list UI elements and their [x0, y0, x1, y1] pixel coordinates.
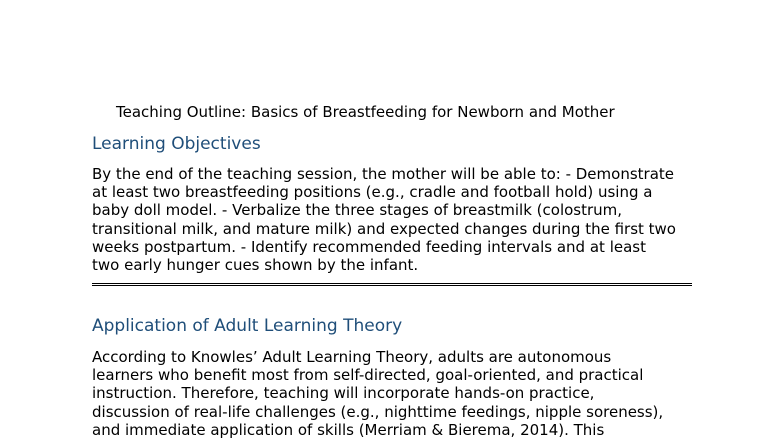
document-title: Teaching Outline: Basics of Breastfeeding for Newborn and Mother — [116, 103, 615, 121]
paragraph-line: two early hunger cues shown by the infant. — [92, 256, 419, 275]
section-divider — [92, 283, 692, 286]
section-heading-learning-objectives: Learning Objectives — [92, 134, 261, 154]
paragraph-line: instruction. Therefore, teaching will incorporate hands-on practice, — [92, 384, 595, 403]
paragraph-line: discussion of real-life challenges (e.g., nighttime feedings, nipple soreness), — [92, 402, 664, 421]
paragraph-line: at least two breastfeeding positions (e.g., cradle and football hold) using a — [92, 183, 653, 202]
learning-objectives-paragraph — [92, 165, 696, 274]
section-heading-adult-learning-theory: Application of Adult Learning Theory — [92, 316, 403, 336]
paragraph-line: transitional milk, and mature milk) and expected changes during the first two — [92, 219, 676, 238]
paragraph-line: weeks postpartum. - Identify recommended feeding intervals and at least — [92, 237, 646, 256]
paragraph-line: learners who benefit most from self-directed, goal-oriented, and practical — [92, 366, 644, 385]
paragraph-line: and immediate application of skills (Merriam & Bierema, 2014). This — [92, 420, 605, 439]
paragraph-line: By the end of the teaching session, the mother will be able to: - Demonstrate — [92, 165, 674, 183]
adult-learning-theory-paragraph — [92, 348, 696, 439]
paragraph-line: baby doll model. - Verbalize the three stages of breastmilk (colostrum, — [92, 201, 623, 220]
paragraph-line: According to Knowles’ Adult Learning Theory, adults are autonomous — [92, 348, 612, 366]
